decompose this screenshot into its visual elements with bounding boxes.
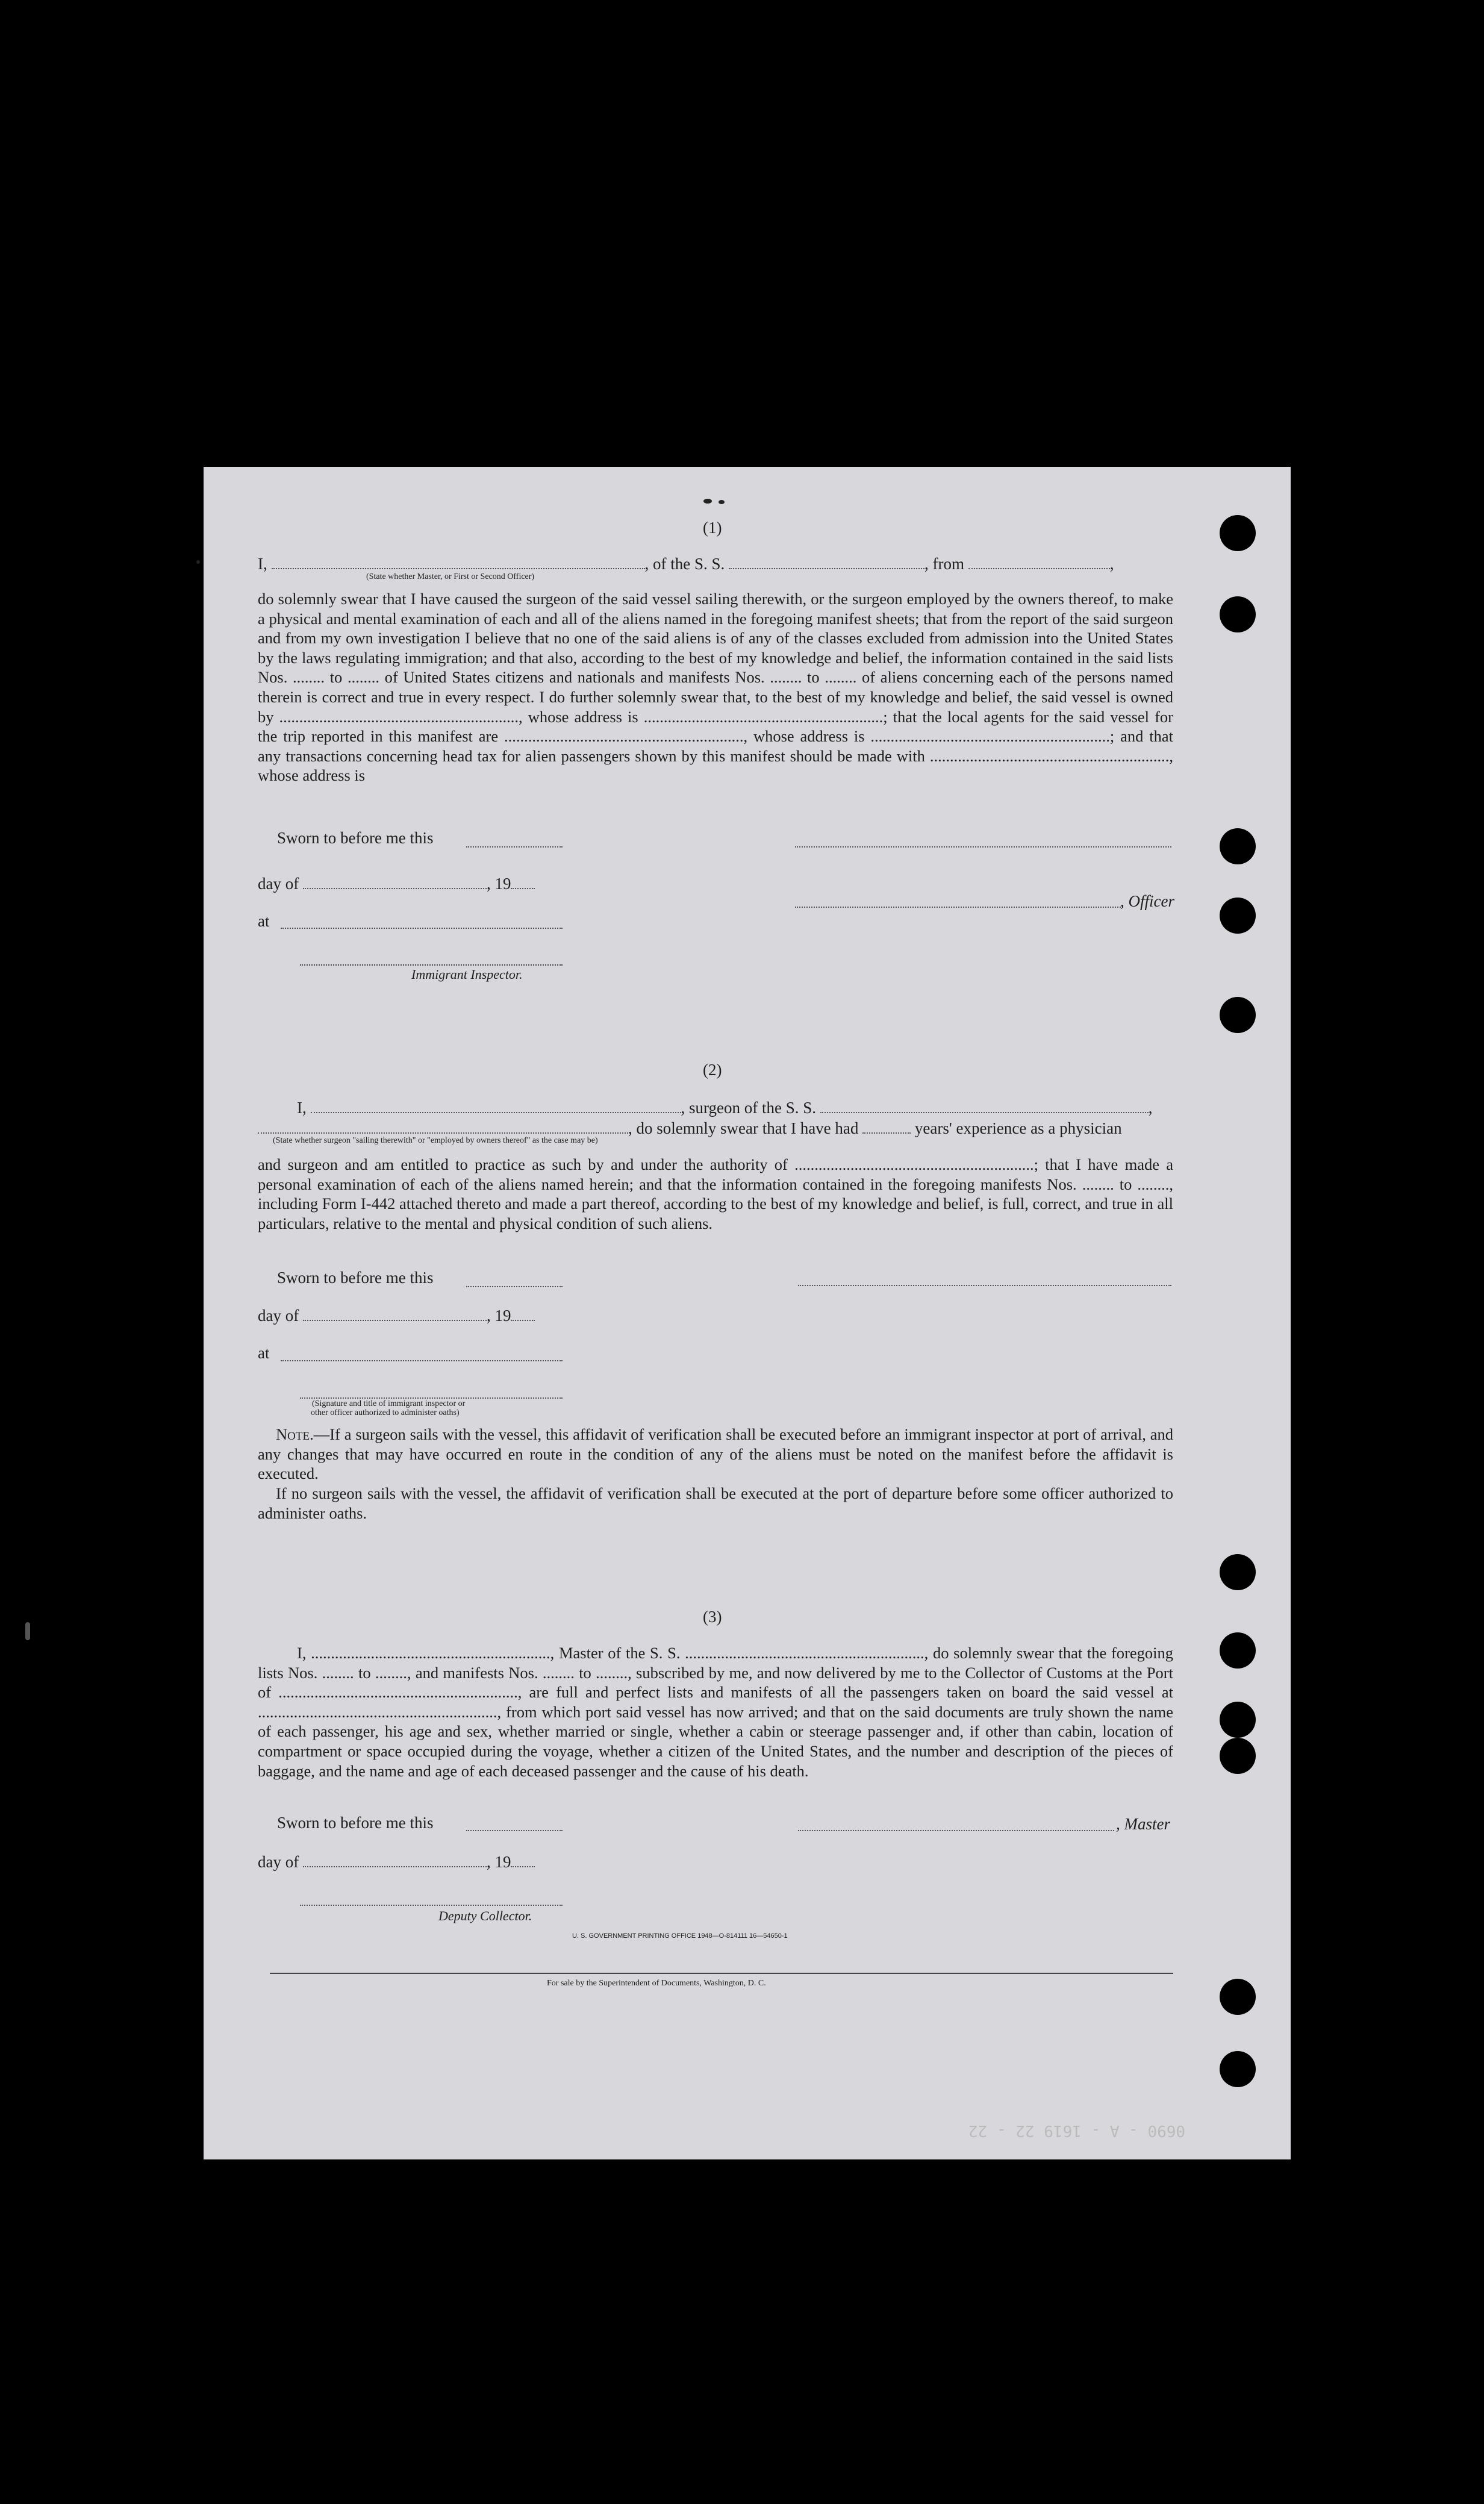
day-of-row-3 <box>258 1852 535 1872</box>
section-1-number: (1) <box>703 519 722 537</box>
day-of-label: day of <box>258 875 299 893</box>
punch-hole <box>1220 596 1256 632</box>
year-field-3[interactable] <box>511 1853 535 1867</box>
ship-name-field-2[interactable] <box>820 1099 1149 1113</box>
immigrant-inspector-caption: Immigrant Inspector. <box>411 967 523 982</box>
year-field-2[interactable] <box>511 1307 535 1321</box>
sworn-label-1: Sworn to before me this <box>277 829 434 847</box>
years-experience-label: years' experience as a physician <box>914 1119 1122 1137</box>
years-field[interactable] <box>862 1119 911 1134</box>
section-2-number: (2) <box>703 1061 722 1079</box>
master-label: , Master <box>1116 1815 1170 1833</box>
note-paragraph-2: If no surgeon sails with the vessel, the affidavit of verification shall be executed at the port of departure before some officer authorized to administer oaths. <box>258 1484 1173 1522</box>
month-field-3[interactable] <box>303 1853 487 1867</box>
sworn-label-3: Sworn to before me this <box>277 1814 434 1832</box>
printing-office-line: U. S. GOVERNMENT PRINTING OFFICE 1948—O-814111 16—54650-1 <box>572 1932 788 1940</box>
surgeon-caption: (State whether surgeon "sailing therewith" or "employed by owners thereof" as the case may be) <box>273 1136 598 1145</box>
note-text: —If a surgeon sails with the vessel, this affidavit of verification shall be executed before an immigrant inspector at port of arrival, and any changes that may have occurred en route in the condition of any of the aliens must be noted on the manifest before the affidavit is executed. <box>258 1425 1173 1483</box>
year-label: , 19 <box>486 1853 511 1871</box>
inspector-signature-line-2[interactable] <box>300 1397 563 1399</box>
punch-hole <box>1220 898 1256 934</box>
i-label: I, <box>297 1099 307 1117</box>
officer-label: , Officer <box>1120 892 1174 910</box>
day-of-label: day of <box>258 1307 299 1325</box>
punch-hole <box>1220 1702 1256 1738</box>
officer-line-field[interactable] <box>795 907 1123 908</box>
officer-name-field[interactable] <box>272 555 645 569</box>
year-field[interactable] <box>511 875 535 889</box>
master-signature-field[interactable] <box>798 1830 1114 1831</box>
at-place-field-2[interactable] <box>281 1360 563 1361</box>
collector-signature-line[interactable] <box>300 1905 563 1906</box>
surgeon-of-ss-label: , surgeon of the S. S. <box>681 1099 817 1117</box>
from-port-field[interactable] <box>968 555 1110 569</box>
manifest-page <box>204 467 1291 2159</box>
solemnly-swear-label: , do solemnly swear that I have had <box>628 1119 859 1137</box>
surgeon-name-field[interactable] <box>311 1099 681 1113</box>
section-2-line-1: I, , surgeon of the S. S. , <box>297 1099 1153 1117</box>
signature-caption-1: (Signature and title of immigrant inspector or <box>312 1399 466 1408</box>
officer-signature-field[interactable] <box>795 846 1171 848</box>
deputy-collector-caption: Deputy Collector. <box>438 1908 532 1923</box>
section-2-line-2 <box>258 1119 1122 1138</box>
sworn-label-2: Sworn to before me this <box>277 1269 434 1287</box>
punch-hole <box>1220 515 1256 551</box>
surgeon-signature-field[interactable] <box>798 1285 1171 1286</box>
archive-stamp: 0690 - A - 1619 22 - 22 <box>968 2122 1186 2140</box>
i-label: I, <box>258 555 267 573</box>
ink-speck <box>719 500 725 504</box>
ink-speck <box>703 499 712 504</box>
sworn-date-field-2[interactable] <box>466 1286 563 1287</box>
sworn-date-field[interactable] <box>466 846 563 848</box>
surgeon-type-field[interactable] <box>258 1119 628 1134</box>
punch-hole <box>1220 2051 1256 2087</box>
punch-hole <box>1220 997 1256 1033</box>
at-label-1: at <box>258 912 270 930</box>
master-caption: (State whether Master, or First or Second Officer) <box>366 572 535 581</box>
month-field[interactable] <box>303 875 487 889</box>
signature-caption-2: other officer authorized to administer oaths) <box>311 1408 460 1417</box>
punch-hole <box>1220 1554 1256 1590</box>
sworn-date-field-3[interactable] <box>466 1830 563 1831</box>
day-of-row-2 <box>258 1306 535 1325</box>
section-3-paragraph: I, ............................................................, Master of the S. S. ............................................................, do solemnly swear that the foregoing lists Nos. ........ to ........, and manifests Nos. ........ to ........, subscribed by me, and now delivered by me to the Collector of Customs at the Port of ............................................................, are full and perfect lists and manifests of all the passengers taken on board the said vessel at ............................................................, from which port said vessel has now arrived; and that on the said documents are truly shown the name of each passenger, his age and sex, whether married or single, whether a cabin or steerage passenger and, if other than cabin, location of compartment or space occupied during the voyage, whether a citizen of the United States, and the number and description of the pieces of baggage, and the name and age of each deceased passenger and the cause of his death. <box>258 1644 1173 1780</box>
footer-rule <box>270 1973 1173 1974</box>
day-of-row-1 <box>258 874 535 893</box>
for-sale-line: For sale by the Superintendent of Documents, Washington, D. C. <box>547 1979 766 1988</box>
note-paragraph <box>258 1425 1173 1484</box>
punch-hole <box>1220 828 1256 864</box>
of-ss-label: , of the S. S. <box>644 555 725 573</box>
note-label: Note. <box>276 1425 314 1443</box>
year-label: , 19 <box>486 875 511 893</box>
punch-hole <box>1220 1979 1256 2015</box>
punch-hole <box>1220 1738 1256 1774</box>
year-label: , 19 <box>486 1307 511 1325</box>
punch-hole <box>1220 1632 1256 1669</box>
section-1-line-1: I, , of the S. S. , from , <box>258 555 1114 573</box>
day-of-label: day of <box>258 1853 299 1871</box>
at-place-field[interactable] <box>281 928 563 929</box>
at-label-2: at <box>258 1344 270 1362</box>
margin-mark <box>25 1622 30 1640</box>
month-field-2[interactable] <box>303 1307 487 1321</box>
section-1-paragraph: do solemnly swear that I have caused the surgeon of the said vessel sailing therewith, or the surgeon employed by the owners thereof, to make a physical and mental examination of each and all of the aliens named in the foregoing manifest sheets; that from the report of the said surgeon and from my own investigation I believe that no one of the said aliens is of any of the classes excluded from admission into the United States by the laws regulating immigration; and that also, according to the best of my knowledge and belief, the information contained in the said lists Nos. ........ to ........ of United States citizens and nationals and manifests Nos. ........ to ........ of aliens concerning each of the persons named therein is correct and true in every respect. I do further solemnly swear that, to the best of my knowledge and belief, the said vessel is owned by ............................................................, whose address is ............................................................; that the local agents for the said vessel for the trip reported in this manifest are ............................................................, whose address is ............................................................; and that any transactions concerning head tax for alien passengers shown by this manifest should be made with ............................................................, whose address is <box>258 590 1173 785</box>
ink-speck <box>196 560 200 564</box>
ship-name-field[interactable] <box>729 555 924 569</box>
section-2-paragraph: and surgeon and am entitled to practice as such by and under the authority of ............................................................; that I have made a personal examination of each of the aliens named herein; and that the information contained in the foregoing manifests Nos. ........ to ........, including Form I-442 attached thereto and made a part thereof, according to the best of my knowledge and belief, is full, correct, and true in all particulars, relative to the mental and physical condition of such aliens. <box>258 1155 1173 1232</box>
section-3-number: (3) <box>703 1608 722 1626</box>
from-label: , from <box>924 555 964 573</box>
